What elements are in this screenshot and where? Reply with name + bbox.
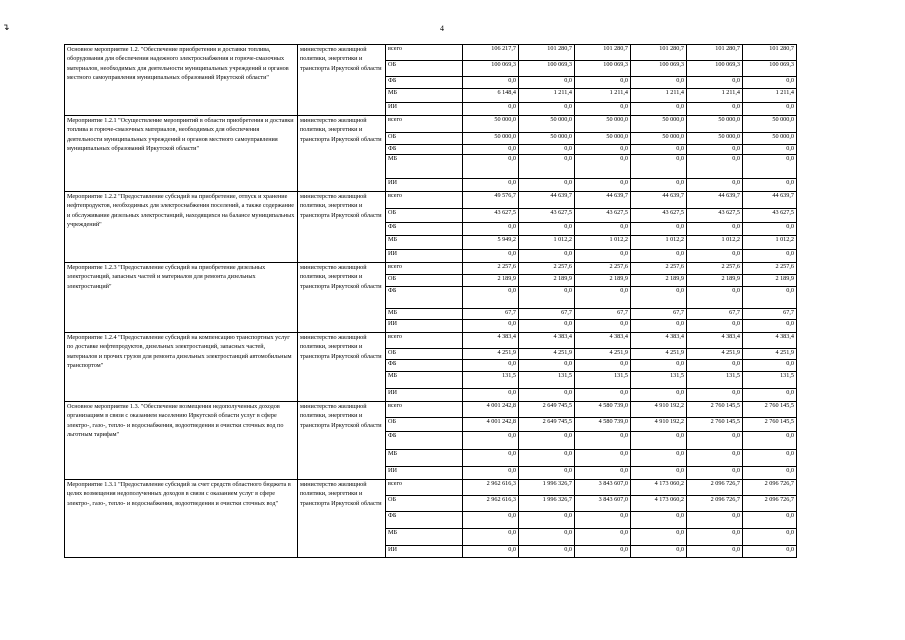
amount-cell: 50 000,0 xyxy=(575,133,631,145)
amount-cell: 0,0 xyxy=(463,450,519,467)
funding-source: всего xyxy=(386,333,463,349)
amount-cell: 44 639,7 xyxy=(743,192,797,209)
amount-cell: 67,7 xyxy=(631,309,687,320)
amount-cell: 0,0 xyxy=(463,389,519,402)
amount-cell: 0,0 xyxy=(519,145,575,155)
amount-cell: 0,0 xyxy=(463,145,519,155)
funding-source: ОБ xyxy=(386,209,463,223)
amount-cell: 101 280,7 xyxy=(519,45,575,61)
amount-cell: 131,5 xyxy=(687,372,743,389)
amount-cell: 2 760 145,5 xyxy=(687,418,743,432)
funding-source: ИИ xyxy=(386,389,463,402)
amount-cell: 0,0 xyxy=(519,223,575,236)
activity-description: Мероприятие 1.2.4 "Предоставление субсидий на компенсацию транспортных услуг по доставке нефтепродуктов, дизельных электростанций, запасных частей, материалов и прочих грузов для ремонта дизельных электростанций автомобильным транспортом" xyxy=(65,333,298,402)
amount-cell: 0,0 xyxy=(631,360,687,372)
amount-cell: 0,0 xyxy=(463,467,519,480)
amount-cell: 5 949,2 xyxy=(463,236,519,250)
amount-cell: 0,0 xyxy=(575,250,631,263)
amount-cell: 50 000,0 xyxy=(575,116,631,133)
funding-source: МБ xyxy=(386,89,463,103)
amount-cell: 0,0 xyxy=(687,250,743,263)
responsible-executor: министерство жилищной политики, энергетики и транспорта Иркутской области xyxy=(298,116,386,192)
amount-cell: 0,0 xyxy=(575,103,631,116)
amount-cell: 2 257,6 xyxy=(575,263,631,275)
amount-cell: 0,0 xyxy=(463,320,519,333)
amount-cell: 0,0 xyxy=(743,432,797,450)
amount-cell: 101 280,7 xyxy=(631,45,687,61)
amount-cell: 0,0 xyxy=(575,512,631,529)
amount-cell: 0,0 xyxy=(519,467,575,480)
amount-cell: 50 000,0 xyxy=(631,116,687,133)
amount-cell: 0,0 xyxy=(575,389,631,402)
amount-cell: 4 251,9 xyxy=(743,349,797,360)
amount-cell: 0,0 xyxy=(743,546,797,558)
amount-cell: 0,0 xyxy=(631,529,687,546)
amount-cell: 0,0 xyxy=(463,546,519,558)
amount-cell: 43 627,5 xyxy=(575,209,631,223)
amount-cell: 0,0 xyxy=(743,77,797,89)
amount-cell: 3 843 607,0 xyxy=(575,480,631,496)
amount-cell: 0,0 xyxy=(743,179,797,192)
funding-source: ФБ xyxy=(386,145,463,155)
amount-cell: 0,0 xyxy=(631,77,687,89)
amount-cell: 0,0 xyxy=(575,529,631,546)
funding-source: МБ xyxy=(386,155,463,179)
amount-cell: 131,5 xyxy=(743,372,797,389)
amount-cell: 0,0 xyxy=(519,546,575,558)
amount-cell: 2 760 145,5 xyxy=(743,402,797,418)
amount-cell: 0,0 xyxy=(631,103,687,116)
table-row xyxy=(65,263,797,275)
amount-cell: 67,7 xyxy=(575,309,631,320)
amount-cell: 50 000,0 xyxy=(463,116,519,133)
amount-cell: 2 257,6 xyxy=(631,263,687,275)
amount-cell: 49 576,7 xyxy=(463,192,519,209)
amount-cell: 0,0 xyxy=(743,223,797,236)
amount-cell: 0,0 xyxy=(743,512,797,529)
amount-cell: 1 211,4 xyxy=(575,89,631,103)
amount-cell: 0,0 xyxy=(463,223,519,236)
funding-source: ФБ xyxy=(386,360,463,372)
amount-cell: 1 012,2 xyxy=(743,236,797,250)
amount-cell: 0,0 xyxy=(743,389,797,402)
amount-cell: 67,7 xyxy=(463,309,519,320)
amount-cell: 0,0 xyxy=(743,103,797,116)
amount-cell: 43 627,5 xyxy=(743,209,797,223)
funding-source: ОБ xyxy=(386,133,463,145)
amount-cell: 2 257,6 xyxy=(519,263,575,275)
amount-cell: 2 096 726,7 xyxy=(743,480,797,496)
amount-cell: 0,0 xyxy=(575,450,631,467)
amount-cell: 2 096 726,7 xyxy=(687,496,743,512)
amount-cell: 0,0 xyxy=(463,512,519,529)
amount-cell: 4 910 192,2 xyxy=(631,418,687,432)
funding-source: ОБ xyxy=(386,275,463,287)
amount-cell: 101 280,7 xyxy=(743,45,797,61)
amount-cell: 2 189,9 xyxy=(519,275,575,287)
amount-cell: 4 383,4 xyxy=(519,333,575,349)
amount-cell: 0,0 xyxy=(631,155,687,179)
page-number: 4 xyxy=(440,24,444,33)
amount-cell: 0,0 xyxy=(743,145,797,155)
amount-cell: 2 189,9 xyxy=(463,275,519,287)
amount-cell: 0,0 xyxy=(687,155,743,179)
amount-cell: 1 211,4 xyxy=(687,89,743,103)
amount-cell: 0,0 xyxy=(631,389,687,402)
amount-cell: 1 012,2 xyxy=(631,236,687,250)
amount-cell: 100 069,3 xyxy=(519,61,575,77)
amount-cell: 0,0 xyxy=(575,467,631,480)
funding-source: ФБ xyxy=(386,287,463,309)
amount-cell: 50 000,0 xyxy=(519,116,575,133)
activity-description: Основное мероприятие 1.3. "Обеспечение возмещения недополученных доходов организациям в связи с оказанием населению Иркутской области услуг в сфере электро-, газо-, тепло- и водоснабжения, водоотведения и очистки сточных вод по льготным тарифам" xyxy=(65,402,298,480)
funding-source: ФБ xyxy=(386,512,463,529)
funding-source: МБ xyxy=(386,236,463,250)
amount-cell: 0,0 xyxy=(743,360,797,372)
amount-cell: 4 251,9 xyxy=(687,349,743,360)
amount-cell: 43 627,5 xyxy=(463,209,519,223)
amount-cell: 43 627,5 xyxy=(519,209,575,223)
amount-cell: 1 211,4 xyxy=(519,89,575,103)
amount-cell: 0,0 xyxy=(463,287,519,309)
amount-cell: 67,7 xyxy=(687,309,743,320)
amount-cell: 0,0 xyxy=(631,320,687,333)
amount-cell: 50 000,0 xyxy=(463,133,519,145)
funding-source: ФБ xyxy=(386,432,463,450)
amount-cell: 4 001 242,8 xyxy=(463,402,519,418)
amount-cell: 0,0 xyxy=(519,287,575,309)
amount-cell: 0,0 xyxy=(687,450,743,467)
amount-cell: 0,0 xyxy=(519,77,575,89)
amount-cell: 44 639,7 xyxy=(631,192,687,209)
amount-cell: 0,0 xyxy=(575,77,631,89)
amount-cell: 4 910 192,2 xyxy=(631,402,687,418)
amount-cell: 2 189,9 xyxy=(575,275,631,287)
amount-cell: 0,0 xyxy=(743,155,797,179)
funding-source: МБ xyxy=(386,450,463,467)
table-row xyxy=(65,402,797,418)
amount-cell: 0,0 xyxy=(687,529,743,546)
amount-cell: 0,0 xyxy=(631,432,687,450)
amount-cell: 0,0 xyxy=(575,223,631,236)
amount-cell: 101 280,7 xyxy=(575,45,631,61)
amount-cell: 0,0 xyxy=(687,512,743,529)
amount-cell: 0,0 xyxy=(687,179,743,192)
amount-cell: 100 069,3 xyxy=(687,61,743,77)
amount-cell: 2 189,9 xyxy=(631,275,687,287)
funding-source: ИИ xyxy=(386,103,463,116)
amount-cell: 50 000,0 xyxy=(687,116,743,133)
amount-cell: 4 251,9 xyxy=(463,349,519,360)
amount-cell: 100 069,3 xyxy=(743,61,797,77)
funding-source: ОБ xyxy=(386,349,463,360)
amount-cell: 0,0 xyxy=(519,360,575,372)
table-row xyxy=(65,192,797,209)
amount-cell: 0,0 xyxy=(463,360,519,372)
amount-cell: 0,0 xyxy=(463,250,519,263)
amount-cell: 0,0 xyxy=(743,320,797,333)
amount-cell: 2 760 145,5 xyxy=(687,402,743,418)
amount-cell: 2 962 616,3 xyxy=(463,480,519,496)
amount-cell: 44 639,7 xyxy=(519,192,575,209)
amount-cell: 4 383,4 xyxy=(631,333,687,349)
funding-source: всего xyxy=(386,116,463,133)
amount-cell: 1 211,4 xyxy=(743,89,797,103)
amount-cell: 43 627,5 xyxy=(687,209,743,223)
amount-cell: 0,0 xyxy=(687,432,743,450)
amount-cell: 44 639,7 xyxy=(687,192,743,209)
amount-cell: 0,0 xyxy=(743,529,797,546)
responsible-executor: министерство жилищной политики, энергетики и транспорта Иркутской области xyxy=(298,263,386,333)
amount-cell: 2 096 726,7 xyxy=(743,496,797,512)
amount-cell: 50 000,0 xyxy=(631,133,687,145)
amount-cell: 4 001 242,8 xyxy=(463,418,519,432)
amount-cell: 3 843 607,0 xyxy=(575,496,631,512)
amount-cell: 4 251,9 xyxy=(575,349,631,360)
amount-cell: 0,0 xyxy=(687,546,743,558)
amount-cell: 0,0 xyxy=(631,223,687,236)
amount-cell: 2 760 145,5 xyxy=(743,418,797,432)
funding-source: ИИ xyxy=(386,250,463,263)
funding-source: ИИ xyxy=(386,467,463,480)
amount-cell: 106 217,7 xyxy=(463,45,519,61)
amount-cell: 6 148,4 xyxy=(463,89,519,103)
amount-cell: 0,0 xyxy=(519,320,575,333)
amount-cell: 4 580 739,0 xyxy=(575,418,631,432)
amount-cell: 1 012,2 xyxy=(687,236,743,250)
amount-cell: 0,0 xyxy=(575,432,631,450)
responsible-executor: министерство жилищной политики, энергетики и транспорта Иркутской области xyxy=(298,192,386,263)
amount-cell: 2 962 616,3 xyxy=(463,496,519,512)
funding-source: всего xyxy=(386,45,463,61)
amount-cell: 0,0 xyxy=(519,529,575,546)
amount-cell: 0,0 xyxy=(463,529,519,546)
amount-cell: 2 257,6 xyxy=(687,263,743,275)
responsible-executor: министерство жилищной политики, энергетики и транспорта Иркутской области xyxy=(298,333,386,402)
scan-mark: ↴ xyxy=(2,22,10,32)
funding-source: МБ xyxy=(386,372,463,389)
amount-cell: 0,0 xyxy=(575,155,631,179)
amount-cell: 0,0 xyxy=(743,467,797,480)
funding-source: ФБ xyxy=(386,223,463,236)
amount-cell: 2 189,9 xyxy=(687,275,743,287)
activity-description: Мероприятие 1.2.1 "Осуществление мероприятий в области приобретения и доставки топлива и горюче-смазочных материалов, необходимых для обеспечения деятельности муниципальных учреждений и органов местного самоуправления муниципальных образований Иркутской области" xyxy=(65,116,298,192)
amount-cell: 0,0 xyxy=(519,432,575,450)
amount-cell: 1 211,4 xyxy=(631,89,687,103)
amount-cell: 2 189,9 xyxy=(743,275,797,287)
amount-cell: 100 069,3 xyxy=(463,61,519,77)
amount-cell: 0,0 xyxy=(631,512,687,529)
amount-cell: 0,0 xyxy=(687,103,743,116)
funding-source: ОБ xyxy=(386,496,463,512)
amount-cell: 0,0 xyxy=(519,512,575,529)
amount-cell: 43 627,5 xyxy=(631,209,687,223)
amount-cell: 0,0 xyxy=(631,179,687,192)
amount-cell: 0,0 xyxy=(631,546,687,558)
amount-cell: 0,0 xyxy=(687,467,743,480)
amount-cell: 0,0 xyxy=(463,179,519,192)
activity-description: Мероприятие 1.2.2 "Предоставление субсидий на приобретение, отпуск и хранение нефтепродуктов, необходимых для электроснабжения поселений, а также содержание и обслуживание дизельных электростанций, находящихся на балансе муниципальных учреждений" xyxy=(65,192,298,263)
amount-cell: 0,0 xyxy=(687,320,743,333)
funding-source: всего xyxy=(386,480,463,496)
amount-cell: 100 069,3 xyxy=(575,61,631,77)
responsible-executor: министерство жилищной политики, энергетики и транспорта Иркутской области xyxy=(298,402,386,480)
amount-cell: 0,0 xyxy=(463,77,519,89)
amount-cell: 50 000,0 xyxy=(743,116,797,133)
amount-cell: 131,5 xyxy=(519,372,575,389)
amount-cell: 50 000,0 xyxy=(519,133,575,145)
amount-cell: 67,7 xyxy=(519,309,575,320)
activity-description: Мероприятие 1.3.1 "Предоставление субсидий за счет средств областного бюджета в целях возмещения недополученных доходов в связи с оказанием услуг в сфере электро-, газо-, тепло- и водоснабжения, водоотведения и очистки сточных вод" xyxy=(65,480,298,558)
amount-cell: 0,0 xyxy=(687,77,743,89)
responsible-executor: министерство жилищной политики, энергетики и транспорта Иркутской области xyxy=(298,480,386,558)
amount-cell: 50 000,0 xyxy=(743,133,797,145)
amount-cell: 4 251,9 xyxy=(631,349,687,360)
amount-cell: 4 383,4 xyxy=(687,333,743,349)
amount-cell: 4 173 060,2 xyxy=(631,496,687,512)
amount-cell: 2 257,6 xyxy=(463,263,519,275)
amount-cell: 0,0 xyxy=(463,432,519,450)
amount-cell: 50 000,0 xyxy=(687,133,743,145)
amount-cell: 0,0 xyxy=(575,179,631,192)
responsible-executor: министерство жилищной политики, энергетики и транспорта Иркутской области xyxy=(298,45,386,116)
amount-cell: 2 096 726,7 xyxy=(687,480,743,496)
table-row xyxy=(65,45,797,61)
amount-cell: 67,7 xyxy=(743,309,797,320)
amount-cell: 100 069,3 xyxy=(631,61,687,77)
funding-source: ОБ xyxy=(386,418,463,432)
amount-cell: 0,0 xyxy=(687,223,743,236)
amount-cell: 0,0 xyxy=(575,546,631,558)
amount-cell: 1 012,2 xyxy=(575,236,631,250)
funding-source: ИИ xyxy=(386,320,463,333)
amount-cell: 1 012,2 xyxy=(519,236,575,250)
funding-source: всего xyxy=(386,402,463,418)
amount-cell: 131,5 xyxy=(575,372,631,389)
amount-cell: 0,0 xyxy=(631,450,687,467)
amount-cell: 0,0 xyxy=(575,320,631,333)
amount-cell: 2 257,6 xyxy=(743,263,797,275)
amount-cell: 0,0 xyxy=(743,250,797,263)
funding-source: ИИ xyxy=(386,179,463,192)
amount-cell: 0,0 xyxy=(631,145,687,155)
amount-cell: 0,0 xyxy=(519,450,575,467)
funding-source: ИИ xyxy=(386,546,463,558)
funding-source: всего xyxy=(386,192,463,209)
amount-cell: 1 996 326,7 xyxy=(519,480,575,496)
activity-description: Мероприятие 1.2.3 "Предоставление субсидий на приобретение дизельных электростанций, запасных частей и материалов для ремонта дизельных электростанций" xyxy=(65,263,298,333)
amount-cell: 0,0 xyxy=(687,389,743,402)
amount-cell: 4 251,9 xyxy=(519,349,575,360)
amount-cell: 0,0 xyxy=(519,179,575,192)
amount-cell: 4 383,4 xyxy=(463,333,519,349)
amount-cell: 0,0 xyxy=(631,467,687,480)
funding-source: МБ xyxy=(386,309,463,320)
amount-cell: 44 639,7 xyxy=(575,192,631,209)
budget-table xyxy=(64,44,797,558)
amount-cell: 0,0 xyxy=(743,287,797,309)
amount-cell: 0,0 xyxy=(575,287,631,309)
activity-description: Основное мероприятие 1.2. "Обеспечение приобретения и доставки топлива, оборудования для обеспечения надежного электроснабжения и горюче-смазочных материалов, необходимых для деятельности муниципальных учреждений и органов местного самоуправления муниципальных образований Иркутской области" xyxy=(65,45,298,116)
amount-cell: 0,0 xyxy=(463,155,519,179)
amount-cell: 0,0 xyxy=(463,103,519,116)
amount-cell: 131,5 xyxy=(631,372,687,389)
amount-cell: 0,0 xyxy=(687,360,743,372)
amount-cell: 0,0 xyxy=(743,450,797,467)
amount-cell: 0,0 xyxy=(631,250,687,263)
amount-cell: 4 383,4 xyxy=(743,333,797,349)
amount-cell: 0,0 xyxy=(687,287,743,309)
amount-cell: 0,0 xyxy=(575,145,631,155)
amount-cell: 0,0 xyxy=(519,155,575,179)
amount-cell: 2 649 745,5 xyxy=(519,418,575,432)
table-row xyxy=(65,480,797,496)
amount-cell: 4 383,4 xyxy=(575,333,631,349)
funding-source: МБ xyxy=(386,529,463,546)
amount-cell: 0,0 xyxy=(687,145,743,155)
amount-cell: 1 996 326,7 xyxy=(519,496,575,512)
amount-cell: 0,0 xyxy=(519,103,575,116)
amount-cell: 0,0 xyxy=(575,360,631,372)
funding-source: ОБ xyxy=(386,61,463,77)
amount-cell: 0,0 xyxy=(519,250,575,263)
table-row xyxy=(65,333,797,349)
funding-source: всего xyxy=(386,263,463,275)
funding-source: ФБ xyxy=(386,77,463,89)
amount-cell: 2 649 745,5 xyxy=(519,402,575,418)
amount-cell: 4 580 739,0 xyxy=(575,402,631,418)
amount-cell: 131,5 xyxy=(463,372,519,389)
amount-cell: 0,0 xyxy=(519,389,575,402)
amount-cell: 4 173 060,2 xyxy=(631,480,687,496)
amount-cell: 0,0 xyxy=(631,287,687,309)
amount-cell: 101 280,7 xyxy=(687,45,743,61)
table-row xyxy=(65,116,797,133)
